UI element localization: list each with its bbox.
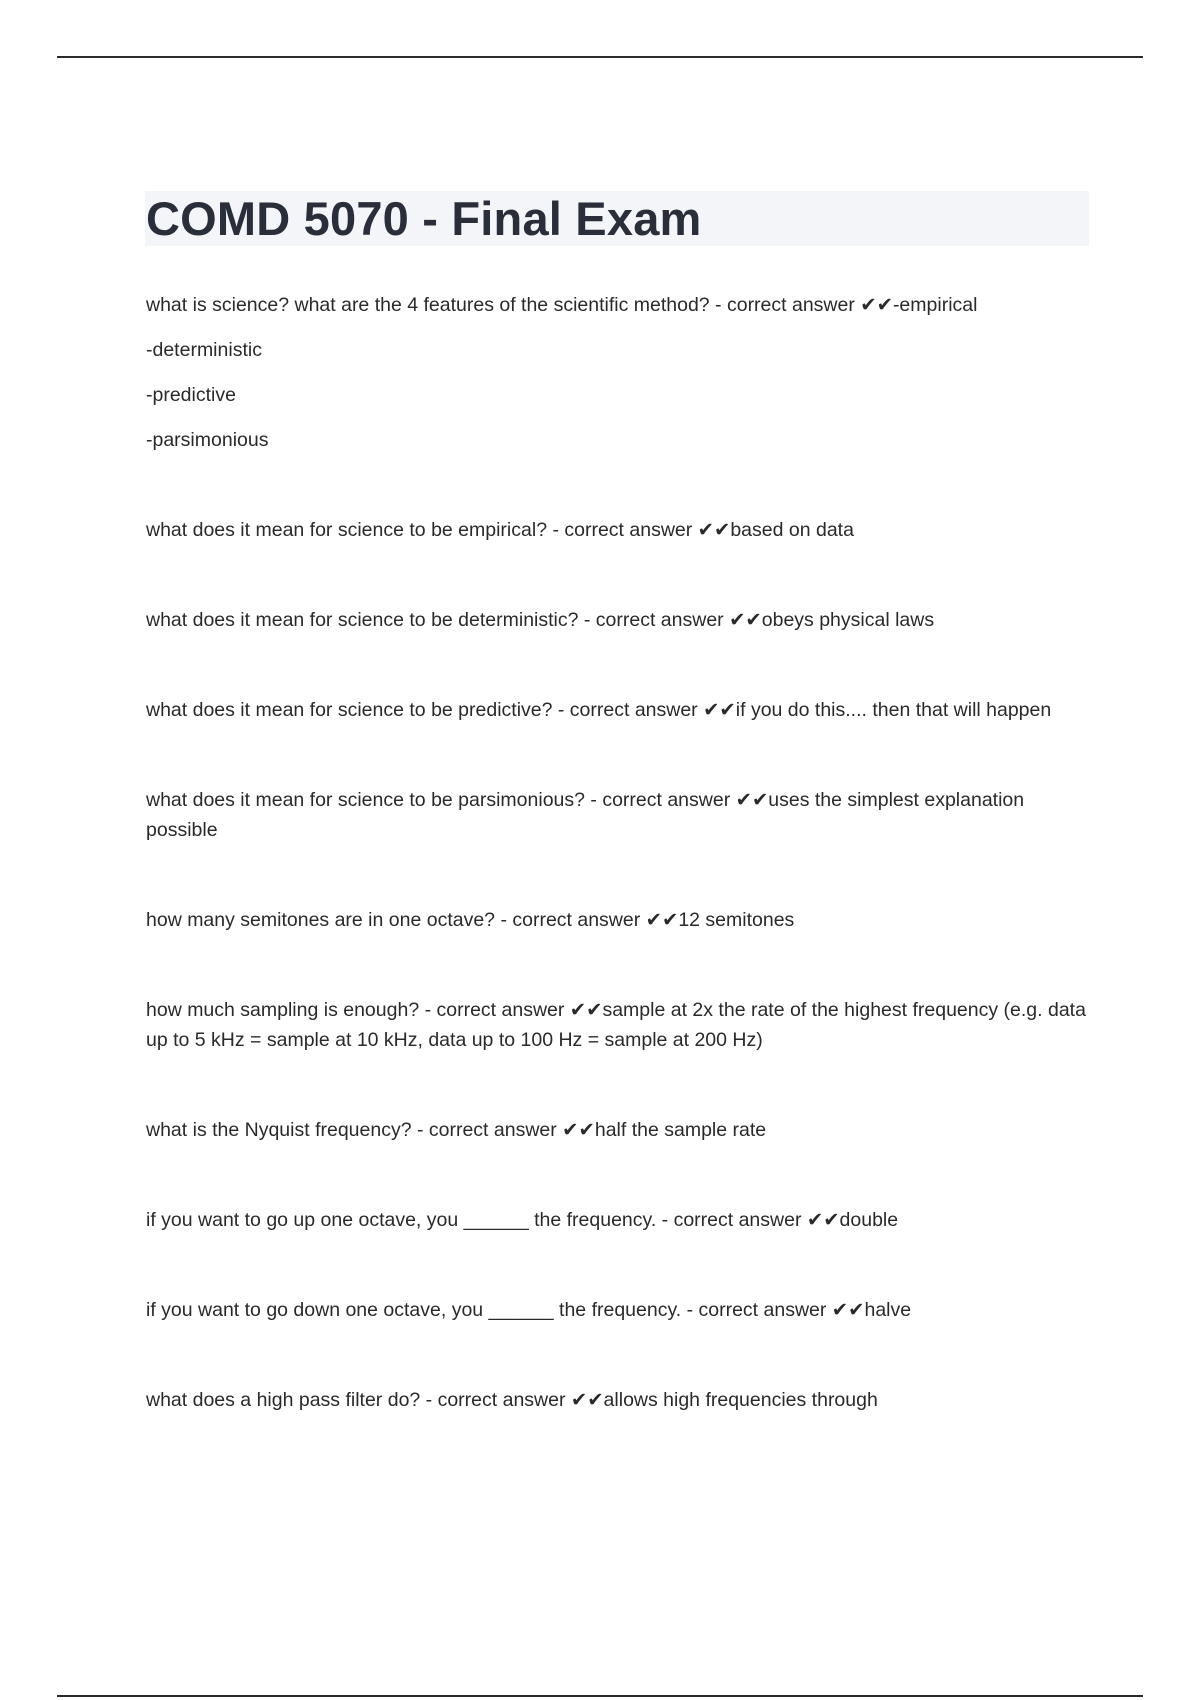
page-title: COMD 5070 - Final Exam xyxy=(146,192,702,245)
qa-text: how much sampling is enough? - correct answer ✔✔sample at 2x the rate of the highest frequency (e.g. data up to 5 kHz = sample at 10 kHz, data up to 100 Hz = sample at 200 Hz) xyxy=(146,999,1086,1051)
qa-item xyxy=(146,515,1086,545)
qa-text: what is the Nyquist frequency? - correct answer ✔✔half the sample rate xyxy=(146,1119,767,1141)
qa-item xyxy=(146,1205,1086,1235)
qa-item xyxy=(146,785,1086,845)
qa-text: what does it mean for science to be parsimonious? - correct answer ✔✔uses the simplest explanation possible xyxy=(146,789,1025,841)
top-rule xyxy=(57,56,1143,58)
qa-item xyxy=(146,995,1086,1055)
qa-text: what does it mean for science to be empirical? - correct answer ✔✔based on data xyxy=(146,519,854,541)
qa-text: what is science? what are the 4 features of the scientific method? - correct answer ✔✔-empirical xyxy=(146,294,978,316)
qa-item xyxy=(146,1115,1086,1145)
qa-text: -parsimonious xyxy=(146,429,269,451)
qa-list xyxy=(146,290,1086,1415)
qa-text: what does it mean for science to be predictive? - correct answer ✔✔if you do this.... then that will happen xyxy=(146,699,1052,721)
qa-item xyxy=(146,1295,1086,1325)
qa-item xyxy=(146,695,1086,725)
qa-text: what does a high pass filter do? - correct answer ✔✔allows high frequencies through xyxy=(146,1389,878,1411)
qa-text: if you want to go down one octave, you ______ the frequency. - correct answer ✔✔halve xyxy=(146,1299,912,1321)
qa-text: -predictive xyxy=(146,384,236,406)
qa-text: how many semitones are in one octave? - correct answer ✔✔12 semitones xyxy=(146,909,795,931)
qa-item xyxy=(146,290,1086,455)
qa-text: if you want to go up one octave, you ______ the frequency. - correct answer ✔✔double xyxy=(146,1209,899,1231)
bottom-rule xyxy=(57,1695,1143,1697)
qa-text: what does it mean for science to be deterministic? - correct answer ✔✔obeys physical laws xyxy=(146,609,935,631)
qa-item xyxy=(146,905,1086,935)
qa-item xyxy=(146,1385,1086,1415)
qa-text: -deterministic xyxy=(146,339,262,361)
qa-item xyxy=(146,605,1086,635)
